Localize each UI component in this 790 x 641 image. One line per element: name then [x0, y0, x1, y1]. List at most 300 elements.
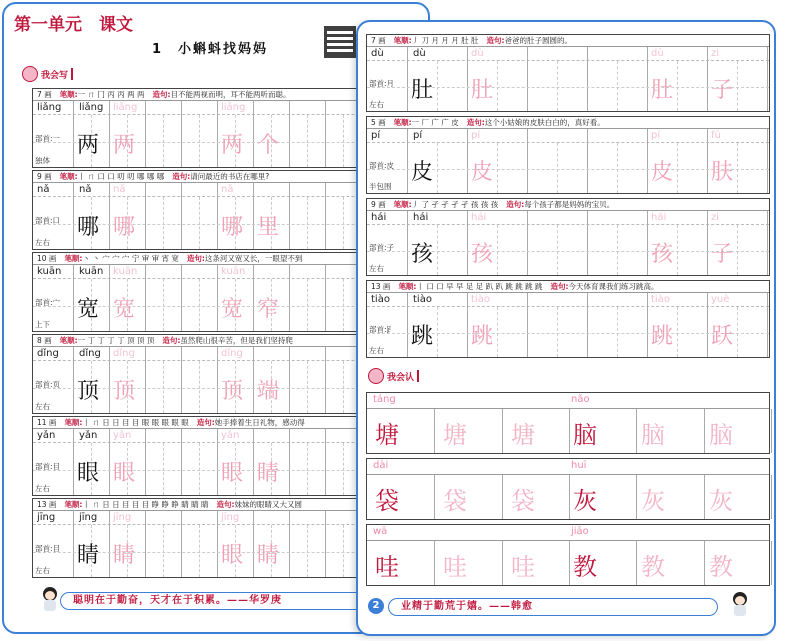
pinyin: jīng — [79, 512, 98, 523]
grid-mid — [677, 307, 678, 357]
model-character: 孩 — [411, 242, 434, 267]
read-row — [366, 458, 770, 520]
read-character: 教 — [641, 553, 665, 581]
read-pinyin: dài — [373, 460, 389, 471]
grid-line — [217, 101, 218, 167]
trace-character: 眼 — [113, 461, 136, 486]
trace-character: 两 — [221, 133, 244, 158]
trace-pinyin: liǎng — [221, 102, 246, 113]
pinyin-row — [367, 47, 769, 61]
model-character: 两 — [77, 133, 100, 158]
trace-pinyin: fū — [711, 130, 721, 141]
radical: 部首:子 — [369, 242, 395, 252]
trace-character: 宽 — [221, 297, 244, 322]
trace-pinyin: nǎ — [221, 184, 234, 195]
stroke-order: 丨 口 口 早 早 足 足 趴 趴 跳 跳 跳 跳 — [416, 282, 543, 291]
pinyin: liǎng — [79, 102, 104, 113]
grid-mid — [737, 143, 738, 193]
grid-line — [145, 265, 146, 331]
grid-mid — [163, 443, 164, 495]
grid-line — [707, 293, 708, 357]
grid-line — [587, 129, 588, 193]
read-pinyin: huī — [571, 460, 587, 471]
pinyin: hái — [371, 212, 387, 223]
trace-pinyin: kuān — [113, 266, 138, 277]
trace-character: 跃 — [711, 324, 734, 349]
card-header — [367, 281, 769, 293]
stroke-count: 7 画 — [371, 36, 386, 45]
radical: 部首:𧾷 — [369, 324, 395, 334]
example-sentence: 每个孩子都是妈妈的宝贝。 — [524, 200, 615, 209]
grid-line — [289, 347, 290, 413]
trace-pinyin: zi — [711, 48, 720, 59]
structure: 左右 — [35, 484, 50, 493]
grid-mid — [557, 225, 558, 275]
grid-line — [181, 511, 182, 577]
trace-character: 睛 — [257, 461, 280, 486]
trace-character: 睛 — [257, 543, 280, 568]
pinyin: dǐng — [37, 348, 59, 359]
example-sentence: 今天体育课我们练习跳高。 — [568, 282, 659, 291]
grid-line — [73, 347, 74, 413]
grid-mid — [557, 307, 558, 357]
section-read — [368, 368, 419, 384]
trace-character: 跳 — [471, 324, 494, 349]
grid-mid — [737, 307, 738, 357]
example-sentence: 妹妹的眼睛又大又圆 — [234, 500, 303, 509]
read-character: 灰 — [641, 487, 665, 515]
stroke-count: 9 画 — [37, 172, 52, 181]
model-character: 顶 — [77, 379, 100, 404]
left-proverb: 聪明在于勤奋，天才在于积累。——华罗庚 — [60, 592, 430, 610]
grid-line — [636, 475, 637, 519]
structure: 半包围 — [369, 182, 392, 191]
grid-mid — [343, 115, 344, 167]
grid-mid — [343, 197, 344, 249]
stroke-count: 8 画 — [37, 336, 52, 345]
pinyin: jīng — [37, 512, 56, 523]
radical: 部首:宀 — [35, 298, 61, 307]
grid-line — [253, 101, 254, 167]
grid-line — [647, 211, 648, 275]
section-read-label: 我会认 — [387, 372, 415, 383]
stroke-order-label: 笔顺: — [59, 172, 78, 181]
grid-line — [109, 511, 110, 577]
section-bar — [71, 68, 73, 80]
radical: 部首:页 — [35, 380, 61, 389]
sentence-label: 造句: — [162, 336, 181, 345]
grid-line — [587, 47, 588, 111]
grid-line — [217, 347, 218, 413]
grid-line — [502, 409, 503, 453]
example-sentence: 她手捧着生日礼物，感动得 — [214, 418, 305, 427]
page-number: 2 — [368, 598, 384, 614]
grid-line — [289, 101, 290, 167]
stroke-order: 丨 ㄇ 口 口 叨 叨 哪 哪 哪 — [77, 172, 165, 181]
grid-line — [569, 409, 570, 453]
read-pinyin: jiāo — [571, 526, 589, 537]
read-pinyin: wā — [373, 526, 388, 537]
pinyin: tiào — [371, 294, 390, 305]
grid-line — [253, 265, 254, 331]
sentence-label: 造句: — [506, 200, 525, 209]
example-sentence: 请问最近的书店在哪里? — [190, 172, 270, 181]
structure: 左右 — [35, 566, 50, 575]
stroke-order: 丨 ㄇ 日 日 目 目 眼 眼 眼 眼 眼 — [82, 418, 189, 427]
grid-mid — [199, 525, 200, 577]
grid-line — [73, 183, 74, 249]
stroke-order: 丶 丶 宀 宀 宀 宁 审 审 宵 宽 — [82, 254, 179, 263]
grid-line — [434, 541, 435, 585]
stroke-order-label: 笔顺: — [59, 90, 78, 99]
trace-pinyin: dù — [471, 48, 484, 59]
grid-mid — [677, 143, 678, 193]
pinyin-line — [367, 393, 769, 409]
grid-line — [771, 475, 772, 519]
grid-line — [502, 541, 503, 585]
unit-title: 第一单元 课文 — [14, 15, 133, 35]
trace-pinyin: tiào — [471, 294, 490, 305]
trace-pinyin: kuān — [221, 266, 246, 277]
trace-character: 睛 — [113, 543, 136, 568]
trace-pinyin: liǎng — [113, 102, 138, 113]
pinyin-line — [367, 459, 769, 475]
grid-mid — [677, 61, 678, 111]
grid-line — [767, 293, 768, 357]
pinyin: pí — [371, 130, 381, 141]
grid-line — [289, 511, 290, 577]
grid-line — [217, 265, 218, 331]
trace-pinyin: pí — [471, 130, 481, 141]
read-character: 哇 — [511, 553, 535, 581]
grid-line — [181, 183, 182, 249]
stroke-order: 一 丁 丁 丁 丁 顶 顶 顶 — [77, 336, 155, 345]
trace-character: 皮 — [651, 160, 674, 185]
grid-mid — [199, 361, 200, 413]
grid-line — [73, 429, 74, 495]
grid-mid — [343, 279, 344, 331]
card-header — [367, 199, 769, 211]
model-character: 眼 — [77, 461, 100, 486]
grid-line — [145, 183, 146, 249]
trace-character: 两 — [113, 133, 136, 158]
pinyin: nǎ — [37, 184, 50, 195]
trace-character: 跳 — [651, 324, 674, 349]
grid-line — [73, 101, 74, 167]
stroke-order-label: 笔顺: — [64, 500, 83, 509]
grid-mid — [343, 525, 344, 577]
grid-line — [587, 293, 588, 357]
trace-pinyin: hái — [471, 212, 487, 223]
model-character: 哪 — [77, 215, 100, 240]
grid-line — [109, 347, 110, 413]
stroke-order: 一 ㄇ 冂 丙 丙 两 两 — [77, 90, 145, 99]
grid-line — [145, 101, 146, 167]
stroke-order: 丿 了 孑 孑 孑 孑 孩 孩 孩 — [411, 200, 499, 209]
girl-icon — [368, 368, 384, 384]
section-bar — [417, 370, 419, 382]
grid-line — [289, 183, 290, 249]
trace-character: 肤 — [711, 160, 734, 185]
grid-mid — [437, 143, 438, 193]
stroke-order-label: 笔顺: — [59, 336, 78, 345]
char-card — [366, 116, 770, 194]
grid-line — [704, 475, 705, 519]
grid-line — [289, 265, 290, 331]
stroke-count: 13 画 — [371, 282, 391, 291]
right-proverb: 业精于勤荒于嬉。——韩愈 — [388, 598, 718, 616]
char-card — [366, 34, 770, 112]
read-character: 塘 — [375, 421, 399, 449]
grid-line — [145, 429, 146, 495]
grid-line — [704, 409, 705, 453]
lesson-title: 1 小蝌蚪找妈妈 — [152, 42, 269, 57]
grid-mid — [617, 225, 618, 275]
pinyin: dù — [371, 48, 384, 59]
grid-mid — [307, 525, 308, 577]
grid-line — [647, 129, 648, 193]
grid-line — [467, 129, 468, 193]
grid-line — [767, 47, 768, 111]
structure: 左右 — [35, 402, 50, 411]
read-row — [366, 392, 770, 454]
sentence-label: 造句: — [466, 118, 485, 127]
grid-line — [325, 101, 326, 167]
grid-line — [289, 429, 290, 495]
grid-line — [325, 429, 326, 495]
model-character: 睛 — [77, 543, 100, 568]
section-write — [22, 66, 73, 82]
example-sentence: 这条河又宽又长，一眼望不到 — [204, 254, 303, 263]
grid-line — [569, 541, 570, 585]
trace-character: 皮 — [471, 160, 494, 185]
section-write-label: 我会写 — [41, 70, 69, 81]
grid-line — [73, 265, 74, 331]
read-character: 教 — [709, 553, 733, 581]
sentence-label: 造句: — [216, 500, 235, 509]
grid-line — [145, 347, 146, 413]
radical: 部首:月 — [369, 78, 395, 88]
trace-character: 孩 — [471, 242, 494, 267]
grid-line — [647, 293, 648, 357]
read-character: 哇 — [443, 553, 467, 581]
radical: 部首:一 — [35, 134, 61, 143]
stroke-count: 13 画 — [37, 500, 57, 509]
grid-line — [253, 347, 254, 413]
grid-line — [771, 409, 772, 453]
radical: 部首:口 — [35, 216, 61, 225]
example-sentence: 这个小姑娘的皮肤白白的，真好看。 — [484, 118, 605, 127]
grid-mid — [437, 307, 438, 357]
sentence-label: 造句: — [186, 254, 205, 263]
grid-line — [325, 347, 326, 413]
grid-mid — [677, 225, 678, 275]
grid-line — [587, 211, 588, 275]
char-card — [366, 198, 770, 276]
read-character: 塘 — [443, 421, 467, 449]
stroke-order-label: 笔顺: — [393, 200, 412, 209]
trace-character: 哪 — [113, 215, 136, 240]
grid-mid — [497, 61, 498, 111]
trace-pinyin: dǐng — [221, 348, 243, 359]
read-character: 袋 — [511, 487, 535, 515]
radical: 部首:目 — [35, 544, 61, 553]
stroke-count: 7 画 — [37, 90, 52, 99]
stroke-count: 10 画 — [37, 254, 57, 263]
sentence-label: 造句: — [152, 90, 171, 99]
grid-line — [771, 541, 772, 585]
grid-mid — [737, 225, 738, 275]
grid-mid — [199, 279, 200, 331]
stroke-count: 5 画 — [371, 118, 386, 127]
example-sentence: 目不能两视而明，耳不能两听而聪。 — [170, 90, 291, 99]
trace-character: 眼 — [221, 543, 244, 568]
trace-character: 顶 — [113, 379, 136, 404]
structure: 左右 — [35, 238, 50, 247]
structure: 上下 — [35, 320, 50, 329]
grid-mid — [163, 115, 164, 167]
trace-character: 子 — [711, 242, 734, 267]
stroke-count: 11 画 — [37, 418, 57, 427]
grid-line — [109, 265, 110, 331]
grid-line — [181, 265, 182, 331]
read-character: 袋 — [375, 487, 399, 515]
read-character: 脑 — [709, 421, 733, 449]
grid-mid — [307, 197, 308, 249]
pinyin: dǐng — [79, 348, 101, 359]
trace-pinyin: jīng — [113, 512, 132, 523]
pinyin-row — [367, 129, 769, 143]
trace-pinyin: nǎ — [113, 184, 126, 195]
stroke-order-label: 笔顺: — [398, 282, 417, 291]
pinyin: pí — [413, 130, 423, 141]
grid-line — [527, 129, 528, 193]
grid-mid — [557, 143, 558, 193]
grid-mid — [497, 307, 498, 357]
grid-line — [569, 475, 570, 519]
qr-code-icon[interactable] — [324, 26, 356, 58]
structure: 左右 — [369, 346, 384, 355]
model-character: 皮 — [411, 160, 434, 185]
trace-character: 宽 — [113, 297, 136, 322]
grid-mid — [737, 61, 738, 111]
read-pinyin: nǎo — [571, 394, 590, 405]
grid-line — [217, 183, 218, 249]
grid-mid — [497, 225, 498, 275]
trace-pinyin: hái — [651, 212, 667, 223]
grid-line — [145, 511, 146, 577]
grid-line — [181, 101, 182, 167]
grid-mid — [163, 361, 164, 413]
grid-line — [527, 47, 528, 111]
grid-line — [325, 265, 326, 331]
sentence-label: 造句: — [550, 282, 569, 291]
read-character: 灰 — [709, 487, 733, 515]
grid-mid — [307, 279, 308, 331]
grid-line — [636, 541, 637, 585]
grid-line — [253, 183, 254, 249]
grid-line — [502, 475, 503, 519]
grid-mid — [617, 143, 618, 193]
stroke-order-label: 笔顺: — [64, 254, 83, 263]
grid-mid — [307, 361, 308, 413]
grid-line — [707, 129, 708, 193]
stroke-count: 9 画 — [371, 200, 386, 209]
structure: 左右 — [369, 100, 384, 109]
grid-line — [467, 211, 468, 275]
pinyin: nǎ — [79, 184, 92, 195]
pinyin: liǎng — [37, 102, 62, 113]
structure: 左右 — [369, 264, 384, 273]
grid-mid — [163, 197, 164, 249]
read-character: 脑 — [641, 421, 665, 449]
trace-pinyin: jīng — [221, 512, 240, 523]
sentence-label: 造句: — [172, 172, 191, 181]
grid-line — [407, 129, 408, 193]
grid-line — [407, 293, 408, 357]
grid-mid — [199, 443, 200, 495]
grid-line — [527, 211, 528, 275]
grid-line — [636, 409, 637, 453]
stroke-order-label: 笔顺: — [64, 418, 83, 427]
grid-line — [325, 183, 326, 249]
boy-reading-icon — [730, 592, 750, 616]
grid-line — [707, 211, 708, 275]
trace-character: 肚 — [651, 78, 674, 103]
grid-mid — [307, 115, 308, 167]
stroke-order: 一 厂 广 广 皮 — [411, 118, 459, 127]
trace-character: 顶 — [221, 379, 244, 404]
grid-mid — [163, 525, 164, 577]
grid-line — [407, 47, 408, 111]
read-character: 灰 — [573, 487, 597, 515]
pinyin: kuān — [79, 266, 104, 277]
read-character: 哇 — [375, 553, 399, 581]
grid-line — [647, 47, 648, 111]
stroke-order-label: 笔顺: — [393, 118, 412, 127]
trace-character: 窄 — [257, 297, 280, 322]
right-page — [356, 20, 776, 636]
grid-line — [434, 409, 435, 453]
pinyin: kuān — [37, 266, 62, 277]
grid-line — [467, 47, 468, 111]
grid-line — [109, 183, 110, 249]
grid-line — [253, 511, 254, 577]
grid-line — [217, 511, 218, 577]
model-character: 宽 — [77, 297, 100, 322]
pinyin: hái — [413, 212, 429, 223]
card-header — [367, 35, 769, 47]
example-sentence: 爸爸的肚子圆圆的。 — [504, 36, 572, 45]
example-sentence: 虽然爬山很辛苦，但是我们坚持爬 — [180, 336, 293, 345]
structure: 独体 — [35, 156, 50, 165]
stroke-order: 丨 ㄇ 日 日 目 目 目 睁 睁 睁 睛 睛 睛 — [82, 500, 209, 509]
trace-pinyin: tiào — [651, 294, 670, 305]
radical: 部首:皮 — [369, 160, 395, 170]
read-pinyin: táng — [373, 394, 396, 405]
grid-line — [253, 429, 254, 495]
grid-mid — [617, 307, 618, 357]
grid-line — [217, 429, 218, 495]
trace-pinyin: pí — [651, 130, 661, 141]
grid-line — [109, 101, 110, 167]
trace-character: 里 — [257, 215, 280, 240]
grid-mid — [343, 361, 344, 413]
trace-pinyin: dù — [651, 48, 664, 59]
trace-pinyin: zi — [711, 212, 720, 223]
read-character: 脑 — [573, 421, 597, 449]
pinyin-line — [367, 525, 769, 541]
